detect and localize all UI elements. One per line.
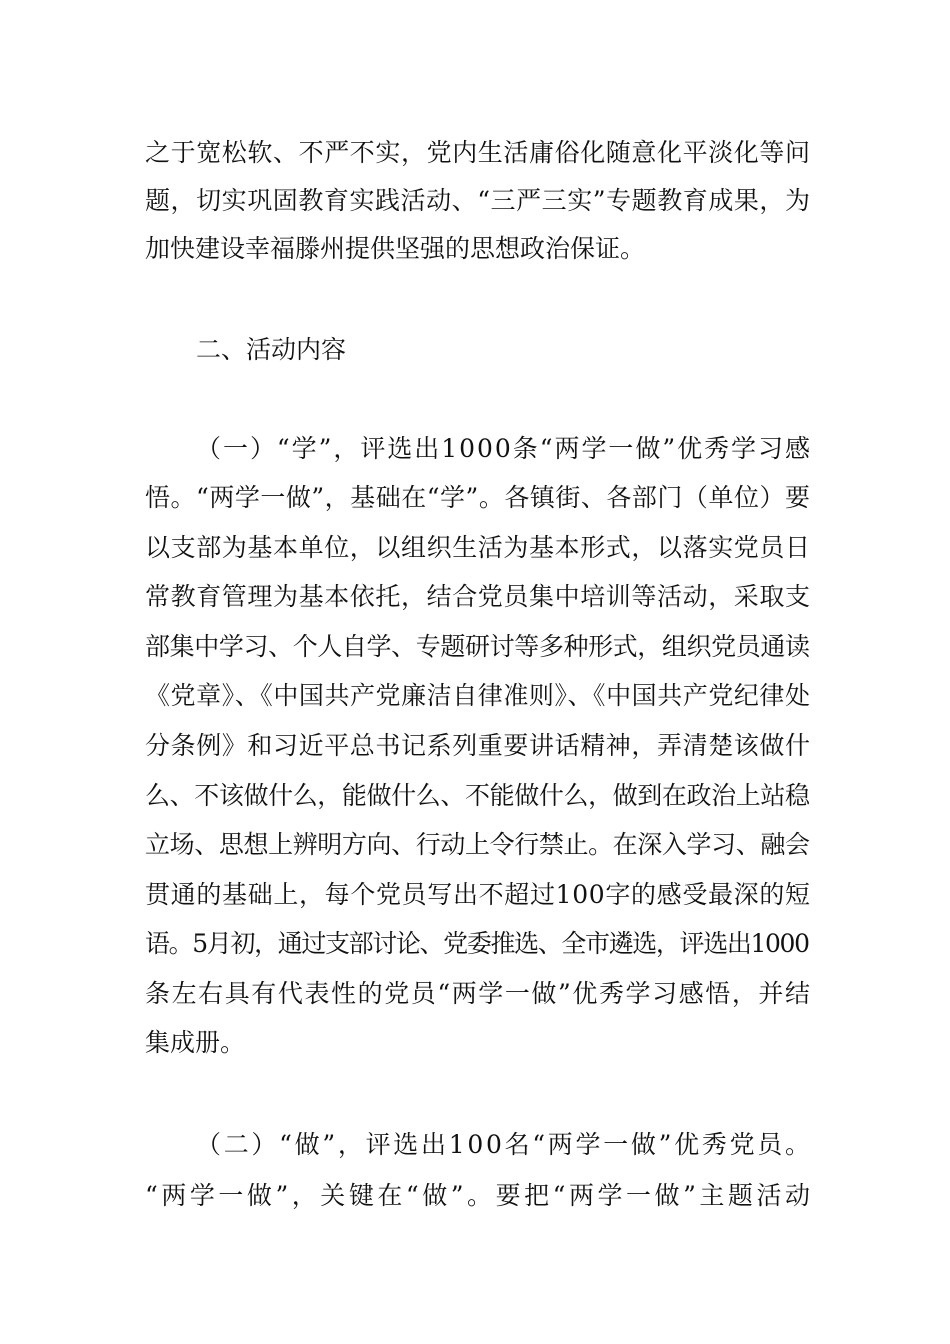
paragraph-line: 加快建设幸福滕州提供坚强的思想政治保证。 bbox=[145, 234, 646, 263]
paragraph-line: 之于宽松软、不严不实，党内生活庸俗化随意化平淡化等问 bbox=[145, 138, 811, 167]
paragraph-line: “两学一做”，关键在“做”。要把“两学一做”主题活动 bbox=[145, 1181, 814, 1210]
paragraph-line: 悟。“两学一做”，基础在“学”。各镇街、各部门（单位）要 bbox=[145, 483, 811, 512]
paragraph-line: 语。5月初，通过支部讨论、党委推选、全市遴选，评选出1000 bbox=[145, 929, 809, 958]
paragraph-line: 条左右具有代表性的党员“两学一做”优秀学习感悟，并结 bbox=[145, 979, 812, 1008]
paragraph-line: 以支部为基本单位，以组织生活为基本形式，以落实党员日 bbox=[145, 533, 811, 562]
paragraph-line: （一）“学”，评选出1000条“两学一做”优秀学习感 bbox=[196, 434, 812, 463]
paragraph-line: 么、不该做什么，能做什么、不能做什么，做到在政治上站稳 bbox=[145, 781, 810, 810]
paragraph-line: 部集中学习、个人自学、专题研讨等多种形式，组织党员通读 bbox=[145, 632, 810, 661]
section-heading: 二、活动内容 bbox=[196, 335, 347, 364]
paragraph-line: 贯通的基础上，每个党员写出不超过100字的感受最深的短 bbox=[145, 880, 811, 909]
paragraph-line: 分条例》和习近平总书记系列重要讲话精神，弄清楚该做什 bbox=[145, 731, 811, 760]
paragraph-line: 题，切实巩固教育实践活动、“三严三实”专题教育成果，为 bbox=[145, 186, 811, 215]
paragraph-line: 集成册。 bbox=[145, 1028, 246, 1057]
paragraph-line: 常教育管理为基本依托，结合党员集中培训等活动，采取支 bbox=[145, 582, 811, 611]
paragraph-line: 《党章》、《中国共产党廉洁自律准则》、《中国共产党纪律处 bbox=[145, 681, 811, 710]
paragraph-line: 立场、思想上辨明方向、行动上令行禁止。在深入学习、融会 bbox=[145, 830, 810, 859]
paragraph-line: （二）“做”，评选出100名“两学一做”优秀党员。 bbox=[196, 1130, 813, 1159]
